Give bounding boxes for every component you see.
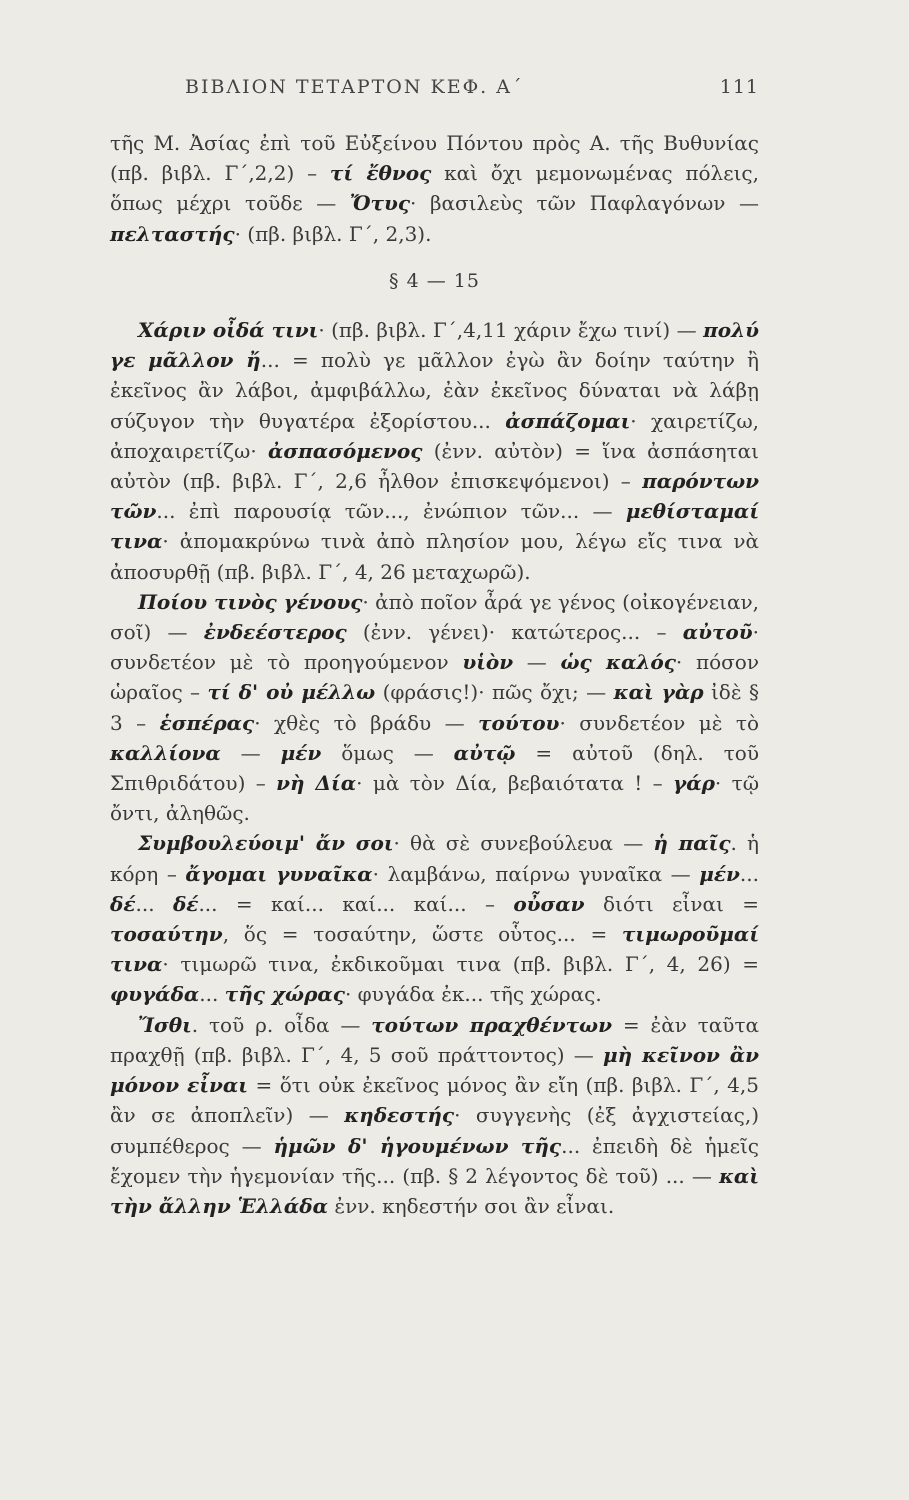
lemma: Ὄτυς — [349, 191, 411, 216]
lemma: Ποίου τινὸς γένους — [138, 589, 363, 614]
lemma: τί ἔθνος — [329, 161, 432, 186]
text: · τιμωρῶ τινα, ἐκδικοῦμαι τινα (πβ. βιβλ. Γ΄, 4, 26) = — [162, 952, 759, 977]
text: . ἡ κόρη – — [110, 831, 760, 886]
lemma: τῆς χώρας — [224, 982, 345, 1007]
lemma: ἡ παῖς — [653, 831, 731, 856]
text: ... = πολὺ γε μᾶλλον ἐγὼ ἂν δοίην ταύτην ἢ ἐκεῖνος ἂν λάβοι, ἀμφιβάλλω, ἐὰν ἐκεῖνος δύναται νὰ λάβῃ σύζυγον τὴν θυγατέρα ἐξορίστου... — [110, 348, 760, 433]
text: (ἐνν. αὐτὸν) = ἵνα ἀσπάσηται αὐτὸν (πβ. βιβλ. Γ΄, 2,6 ἦλθον ἐπισκεψόμενοι) – — [110, 438, 759, 494]
lemma: οὖσαν — [513, 891, 585, 916]
text: · θὰ σὲ συνεβούλευα — — [393, 831, 654, 856]
lemma: καὶ τὴν ἄλλην Ἑλλάδα — [110, 1163, 759, 1218]
text: ... ἐπειδὴ δὲ ἡμεῖς ἔχομεν τὴν ἡγεμονίαν τῆς... (πβ. § 2 λέγοντος δὲ τοῦ) ... — — [110, 1133, 760, 1188]
paragraph-5 — [110, 1010, 759, 1221]
paragraph-2 — [110, 315, 759, 587]
lemma: μεθίσταμαί τινα — [110, 499, 759, 554]
text: · λαμβάνω, παίρνω γυναῖκα — — [372, 861, 700, 886]
text: ... — [739, 861, 759, 886]
lemma: μὴ κεῖνον ἂν μόνον εἶναι — [110, 1042, 760, 1098]
text: = ἐὰν ταῦτα πραχθῇ (πβ. βιβλ. Γ΄, 4, 5 σοῦ πράττοντος) — — [110, 1012, 760, 1067]
text: · ἀπομακρύνω τινὰ ἀπὸ πλησίον μου, λέγω εἴς τινα νὰ ἀποσυρθῇ (πβ. βιβλ. Γ΄, 4, 26 μεταχωρῶ). — [110, 529, 759, 584]
text: ἰδὲ § 3 – — [110, 680, 759, 735]
lemma: καὶ γὰρ — [613, 680, 704, 705]
lemma: ἀσπασόμενος — [268, 438, 423, 463]
text: · ἀπὸ ποῖον ἆρά γε γένος (οἰκογένειαν, σοῖ) — — [110, 589, 759, 645]
text: · (πβ. βιβλ. Γ΄, 2,3). — [234, 221, 432, 246]
lemma: ἄγομαι γυναῖκα — [185, 861, 373, 886]
lemma: μέν — [280, 740, 322, 765]
text: ... — [199, 982, 225, 1007]
text: · μὰ τὸν Δία, βεβαιότατα ! – — [356, 771, 673, 796]
lemma: τιμωροῦμαί τινα — [110, 922, 759, 977]
lemma: Χάριν οἶδά τινι — [138, 318, 319, 343]
text: · χαιρετίζω, ἀποχαιρετίζω· — [110, 408, 759, 463]
running-header — [110, 72, 759, 106]
page-number: 111 — [719, 76, 759, 98]
text: ... ἐπὶ παρουσίᾳ τῶν..., ἐνώπιον τῶν... — — [156, 499, 626, 524]
paragraph-4 — [110, 828, 759, 1009]
lemma: νὴ Δία — [276, 771, 357, 796]
text: (ἐνν. γένει)· κατώτερος... – — [346, 620, 683, 645]
text: ἐνν. κηδεστήν σοι ἂν εἶναι. — [328, 1193, 615, 1218]
lemma: δέ — [172, 891, 199, 916]
lemma: Ἴσθι — [138, 1012, 192, 1037]
lemma: τούτου — [478, 710, 560, 735]
lemma: αὐτοῦ — [682, 620, 753, 645]
text: · συνδετέον μὲ τὸ προηγούμενον — [110, 620, 759, 675]
text: ... = καί... καί... καί... – — [198, 891, 514, 916]
text: (φράσις!)· πῶς ὄχι; — — [375, 680, 614, 705]
text: — — [220, 740, 281, 765]
lemma: Συμβουλεύοιμ' ἄν σοι — [138, 831, 394, 856]
lemma: τί δ' οὐ μέλλω — [207, 680, 376, 705]
section-heading: § 4 — 15 — [389, 269, 480, 292]
paragraph-1 — [110, 128, 759, 249]
lemma: αὐτῷ — [453, 740, 516, 765]
lemma: γάρ — [673, 771, 715, 796]
text: καὶ ὄχι μεμονωμένας πόλεις, ὅπως μέχρι τοῦδε — — [110, 161, 759, 216]
lemma: ἑσπέρας — [159, 710, 255, 735]
text: · φυγάδα ἐκ... τῆς χώρας. — [344, 982, 602, 1007]
text: ... — [135, 891, 173, 916]
text: · χθὲς τὸ βράδυ — — [254, 710, 479, 735]
lemma: ἐνδεέστερος — [203, 620, 347, 645]
page-body — [110, 128, 759, 1221]
lemma: πολύ γε μᾶλλον ἤ — [110, 318, 759, 373]
lemma: παρόντων τῶν — [110, 469, 759, 524]
lemma: ἡμῶν δ' ἡγουμένων τῆς — [273, 1133, 562, 1158]
lemma: φυγάδα — [110, 982, 200, 1007]
text: διότι εἶναι = — [584, 891, 759, 916]
text: , ὅς = τοσαύτην, ὥστε οὗτος... = — [222, 922, 622, 947]
lemma: πελταστής — [110, 221, 235, 246]
lemma: τούτων πραχθέντων — [371, 1012, 612, 1037]
text: = ὅτι οὐκ ἐκεῖνος μόνος ἂν εἴη (πβ. βιβλ. Γ΄, 4,5 ἂν σε ἀποπλεῖν) — — [110, 1073, 759, 1128]
text: · (πβ. βιβλ. Γ΄,4,11 χάριν ἔχω τινί) — — [318, 318, 704, 343]
paragraph-3 — [110, 587, 759, 829]
lemma: κηδεστής — [344, 1103, 455, 1128]
text: · συνδετέον μὲ τὸ — [559, 710, 759, 735]
text: = αὐτοῦ (δηλ. τοῦ Σπιθριδάτου) – — [110, 740, 759, 796]
text: ὅμως — — [321, 740, 454, 765]
lemma: ἀσπάζομαι — [505, 408, 631, 433]
lemma: καλλίονα — [110, 740, 221, 765]
text: · βασιλεὺς τῶν Παφλαγόνων — — [410, 191, 759, 216]
lemma: τοσαύτην — [110, 922, 223, 947]
lemma: υἱὸν — [462, 650, 514, 675]
text: · συγγενὴς (ἐξ ἀγχιστείας,) συμπέθερος — — [110, 1103, 759, 1158]
text: · τῷ ὄντι, ἀληθῶς. — [110, 771, 760, 826]
text: — — [513, 650, 561, 675]
lemma: ὡς καλός — [560, 650, 676, 675]
running-title: ΒΙΒΛΙΟΝ ΤΕΤΑΡΤΟΝ ΚΕΦ. Α΄ — [185, 76, 524, 98]
lemma: δέ — [110, 891, 136, 916]
text: . τοῦ ρ. οἶδα — — [191, 1012, 372, 1037]
text: · πόσον ὡραῖος – — [110, 650, 759, 705]
text: τῆς Μ. Ἀσίας ἐπὶ τοῦ Εὐξείνου Πόντου πρὸς Α. τῆς Βυθυνίας (πβ. βιβλ. Γ΄,2,2) – — [110, 131, 759, 186]
lemma: μέν — [699, 861, 740, 886]
